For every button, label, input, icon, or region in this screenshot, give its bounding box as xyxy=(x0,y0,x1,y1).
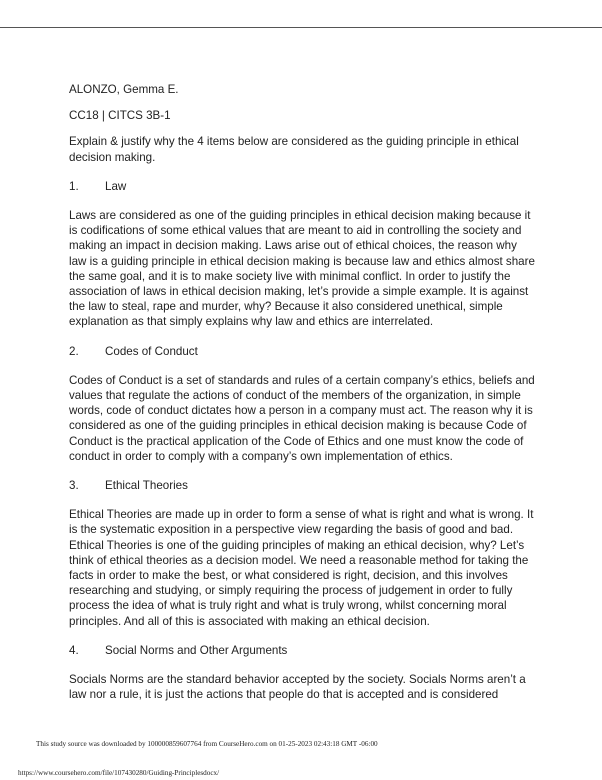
section-heading-codes-of-conduct xyxy=(69,344,535,359)
course-code: CC18 | CITCS 3B-1 xyxy=(69,109,171,123)
section-heading-social-norms xyxy=(69,643,535,658)
section-body-codes-of-conduct: Codes of Conduct is a set of standards and rules of a certain company’s ethics, beliefs and values that regulate the actions of conduct of the members of the organization, in simple words, code of conduct dictates how a person in a company must act. The reason why it is considered as one of the guiding principles in ethical decision making is because Code of Conduct is the practical application of the Code of Ethics and one must know the code of conduct in order to comply with a company’s own implementation of ethics. xyxy=(69,373,535,463)
section-number: 4. xyxy=(69,643,79,657)
document-body xyxy=(69,82,535,717)
section-number: 3. xyxy=(69,479,79,493)
section-title: Social Norms and Other Arguments xyxy=(105,643,288,657)
section-number: 1. xyxy=(69,179,79,193)
section-title: Codes of Conduct xyxy=(105,344,198,358)
section-body-ethical-theories: Ethical Theories are made up in order to form a sense of what is right and what is wrong. It is the systematic exposition in a perspective view regarding the basis of good and bad. Ethical Theories is one of the guiding principles of making an ethical decision, why? Let’s think of ethical theories as a decision model. We need a reasonable method for taking the facts in order to make the best, or what considered is right, decision, and this involves researching and studying, or simply requiring the process of judgement in order to fully process the idea of what is truly right and what is truly wrong, whilst concerning moral principles. And all of this is associated with making an ethical decision. xyxy=(69,508,534,628)
source-url[interactable]: https://www.coursehero.com/file/107430280/Guiding-Principlesdocx/ xyxy=(18,769,220,777)
page-top-rule xyxy=(0,27,602,28)
section-title: Law xyxy=(105,179,127,193)
author-name: ALONZO, Gemma E. xyxy=(69,83,179,96)
download-note: This study source was downloaded by 100000859607764 from CourseHero.com on 01-25-2023 02:43:18 GMT -06:00 xyxy=(36,740,378,748)
section-heading-law xyxy=(69,179,535,194)
section-title: Ethical Theories xyxy=(105,479,188,493)
section-heading-ethical-theories xyxy=(69,478,535,493)
section-number: 2. xyxy=(69,344,79,358)
section-body-social-norms: Socials Norms are the standard behavior accepted by the society. Socials Norms aren’t a law nor a rule, it is just the actions that people do that is accepted and is considered xyxy=(69,673,526,702)
section-body-law: Laws are considered as one of the guiding principles in ethical decision making because it is codifications of some ethical values that are meant to aid in controlling the society and making an impact in decision making. Laws arise out of ethical choices, the reason why law is a guiding principle in ethical decision making is because law and ethics almost share the same goal, and it is to make society live with minimal conflict. In order to justify the association of laws in ethical decision making, let’s provide a simple example. It is against the law to steal, rape and murder, why? Because it also considered unethical, simple explanation as that simply explains why law and ethics are interrelated. xyxy=(69,209,535,329)
question-prompt: Explain & justify why the 4 items below are considered as the guiding principle in ethical decision making. xyxy=(69,135,519,164)
